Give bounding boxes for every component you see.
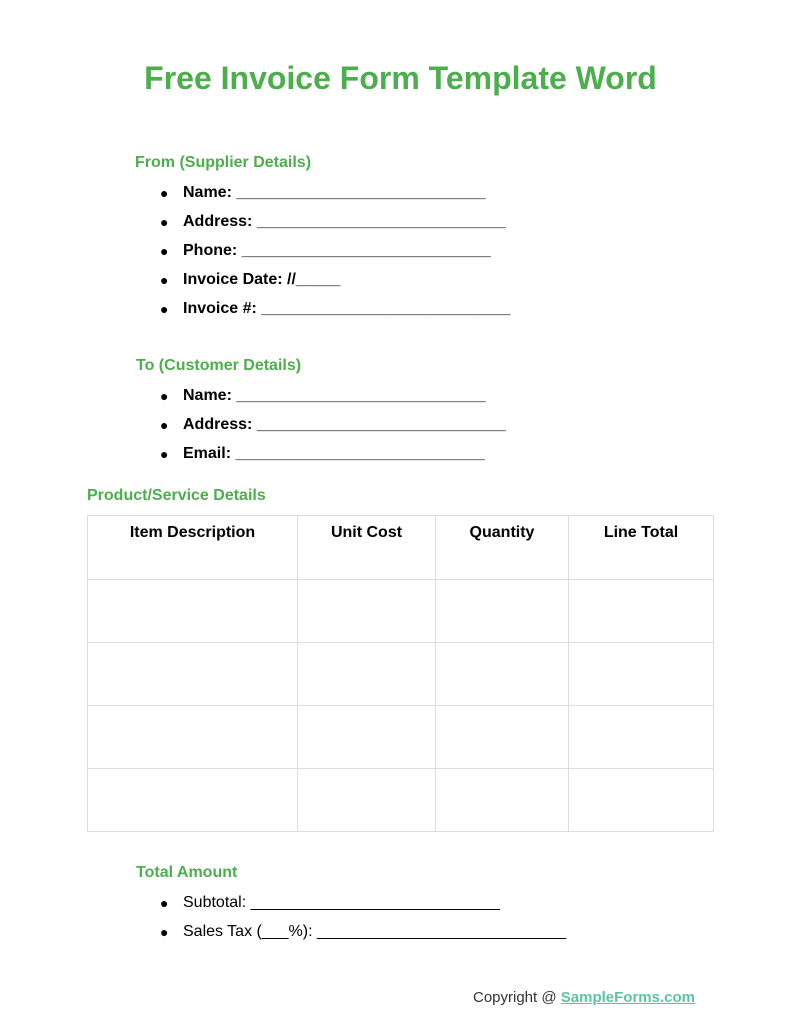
cell-item-description[interactable] — [88, 643, 298, 706]
cell-item-description[interactable] — [88, 706, 298, 769]
product-table — [87, 515, 714, 832]
brand-link[interactable]: SampleForms.com — [560, 989, 695, 1006]
field-label: Invoice Date: //_____ — [183, 271, 341, 288]
supplier-address-field[interactable] — [160, 212, 510, 241]
bullet-icon: ● — [160, 895, 169, 911]
supplier-phone-field[interactable] — [160, 241, 510, 270]
column-header-unit-cost: Unit Cost — [298, 516, 436, 580]
copyright-footer — [473, 988, 695, 1008]
field-label: Name: ____________________________ — [183, 387, 486, 404]
cell-line-total[interactable] — [569, 769, 714, 832]
total-fields-list — [160, 893, 566, 951]
supplier-name-field[interactable] — [160, 183, 510, 212]
cell-quantity[interactable] — [436, 643, 569, 706]
column-header-item-description: Item Description — [88, 516, 298, 580]
column-header-quantity: Quantity — [436, 516, 569, 580]
bullet-icon: ● — [160, 924, 169, 940]
table-header-row — [88, 516, 714, 580]
table-row — [88, 580, 714, 643]
field-label: Email: ____________________________ — [183, 445, 485, 462]
field-label: Invoice #: ____________________________ — [183, 300, 511, 317]
field-label: Sales Tax (___%): ____________________________ — [183, 923, 567, 940]
subtotal-field[interactable] — [160, 893, 566, 922]
column-header-line-total: Line Total — [569, 516, 714, 580]
invoice-date-field[interactable] — [160, 270, 510, 299]
cell-line-total[interactable] — [569, 706, 714, 769]
cell-quantity[interactable] — [436, 769, 569, 832]
customer-fields-list — [160, 386, 506, 473]
cell-line-total[interactable] — [569, 580, 714, 643]
copyright-text: Copyright @ — [473, 989, 561, 1006]
cell-unit-cost[interactable] — [298, 580, 436, 643]
cell-quantity[interactable] — [436, 580, 569, 643]
cell-unit-cost[interactable] — [298, 706, 436, 769]
products-heading: Product/Service Details — [87, 487, 266, 504]
customer-email-field[interactable] — [160, 444, 506, 473]
field-label: Phone: ____________________________ — [183, 242, 491, 259]
cell-unit-cost[interactable] — [298, 769, 436, 832]
supplier-fields-list — [160, 183, 510, 328]
bullet-icon: ● — [160, 417, 169, 433]
table-row — [88, 706, 714, 769]
field-label: Address: ____________________________ — [183, 213, 506, 230]
cell-unit-cost[interactable] — [298, 643, 436, 706]
cell-item-description[interactable] — [88, 580, 298, 643]
bullet-icon: ● — [160, 185, 169, 201]
bullet-icon: ● — [160, 214, 169, 230]
field-label: Name: ____________________________ — [183, 184, 486, 201]
bullet-icon: ● — [160, 446, 169, 462]
bullet-icon: ● — [160, 388, 169, 404]
sales-tax-field[interactable] — [160, 922, 566, 951]
customer-heading: To (Customer Details) — [136, 357, 302, 374]
page-title: Free Invoice Form Template Word — [144, 60, 657, 96]
customer-address-field[interactable] — [160, 415, 506, 444]
table-row — [88, 769, 714, 832]
field-label: Address: ____________________________ — [183, 416, 506, 433]
cell-item-description[interactable] — [88, 769, 298, 832]
field-label: Subtotal: ____________________________ — [183, 894, 500, 911]
bullet-icon: ● — [160, 243, 169, 259]
cell-line-total[interactable] — [569, 643, 714, 706]
total-heading: Total Amount — [136, 864, 238, 881]
table-row — [88, 643, 714, 706]
bullet-icon: ● — [160, 272, 169, 288]
customer-name-field[interactable] — [160, 386, 506, 415]
invoice-number-field[interactable] — [160, 299, 510, 328]
bullet-icon: ● — [160, 301, 169, 317]
supplier-heading: From (Supplier Details) — [135, 154, 312, 171]
cell-quantity[interactable] — [436, 706, 569, 769]
